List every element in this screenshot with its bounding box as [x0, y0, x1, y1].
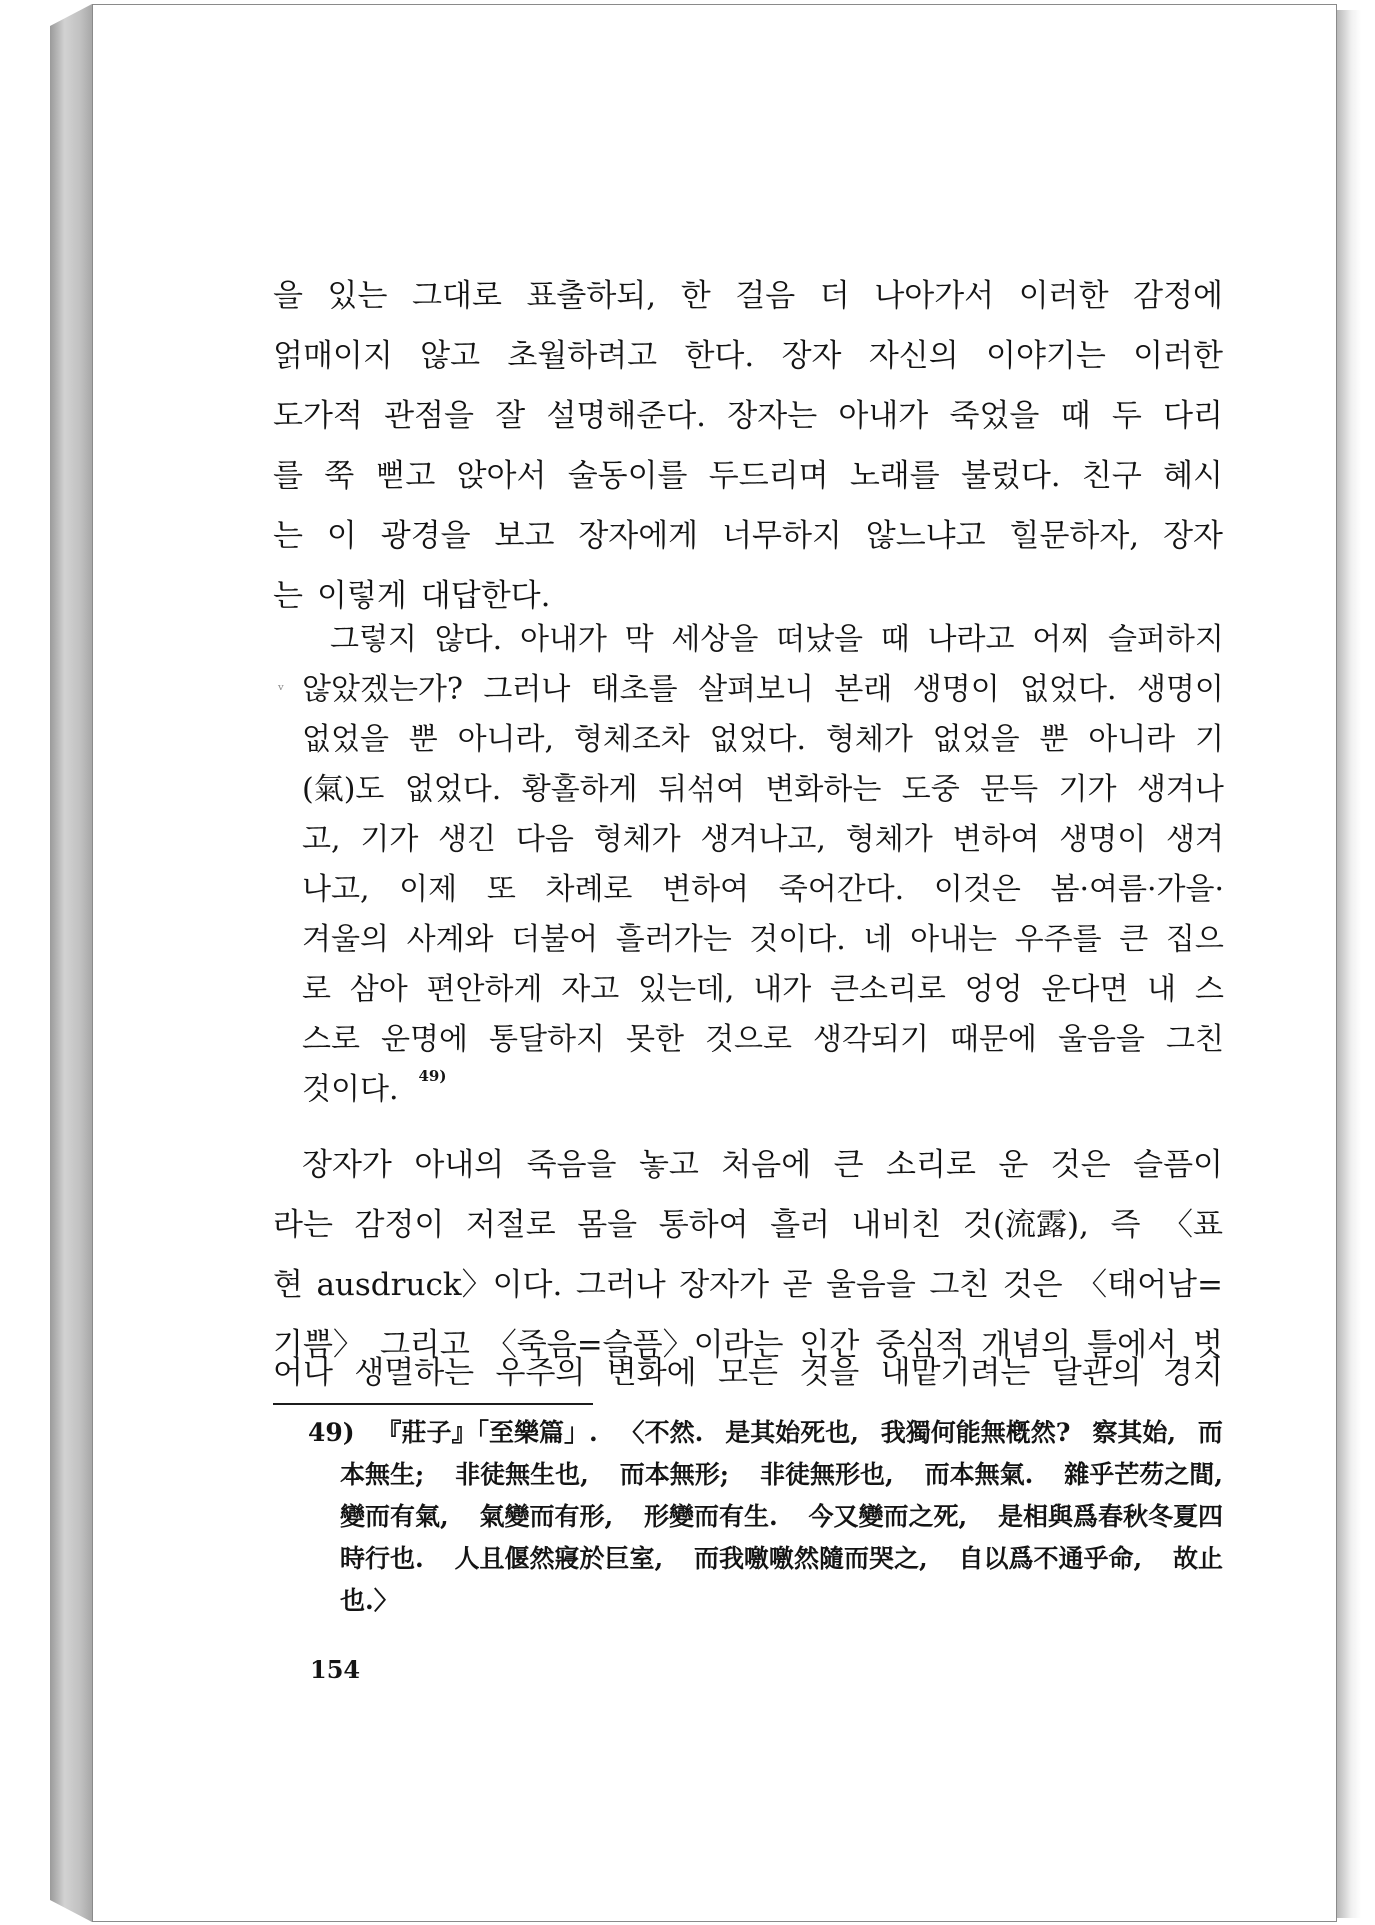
word: 내비친	[851, 1207, 942, 1243]
word: 몸을	[577, 1207, 638, 1243]
word: 것은	[1002, 1267, 1063, 1303]
word: 한	[680, 278, 711, 314]
word: 氣變而有形,	[479, 1502, 614, 1531]
word: 네	[863, 922, 893, 957]
word: 而本無氣.	[924, 1460, 1034, 1489]
margin-mark: ᵛ	[278, 680, 284, 699]
word: 더불어	[511, 922, 599, 957]
word: 없었다.	[709, 722, 807, 757]
word: 즉	[1110, 1207, 1141, 1243]
quote-line	[302, 670, 1224, 710]
word: 뿐	[1039, 722, 1069, 757]
word: 내가	[753, 972, 812, 1007]
word: 큰소리로	[829, 972, 946, 1007]
word: 察其始,	[1092, 1418, 1177, 1447]
word: 나고,	[302, 872, 370, 907]
word: 내맡기려는	[880, 1355, 1031, 1391]
word: 걸음	[735, 278, 796, 314]
word: 통하여	[658, 1207, 749, 1243]
footnote-rule	[273, 1403, 593, 1405]
word: 차례로	[545, 872, 633, 907]
word: 생긴	[438, 822, 497, 857]
word: 그친	[1165, 1022, 1224, 1057]
word: 세상을	[671, 622, 759, 657]
word: 뒤섞여	[658, 772, 746, 807]
word: 다음	[515, 822, 574, 857]
word: 생각되기	[813, 1022, 929, 1057]
word: 봄·여름·가을·	[1050, 872, 1224, 907]
word: ausdruck〉이다.	[316, 1267, 563, 1303]
word: 형체가	[593, 822, 681, 857]
word: 문득	[980, 772, 1039, 807]
word: 생겨나	[1136, 772, 1224, 807]
word: 태초를	[590, 672, 678, 707]
word: 운다면	[1041, 972, 1129, 1007]
word: 도중	[901, 772, 960, 807]
word: 아내의	[414, 1147, 505, 1183]
word: 없었다.	[1020, 672, 1117, 707]
word: 장자가	[302, 1147, 392, 1183]
word: 도가적	[273, 398, 363, 434]
word: 변화하는	[765, 772, 882, 807]
word: 너무하지	[722, 518, 842, 554]
word: 형체가	[825, 722, 913, 757]
word: 내	[1147, 972, 1177, 1007]
word: 기가	[1058, 772, 1117, 807]
word: 를	[273, 458, 303, 494]
footnote-line	[308, 1416, 1223, 1450]
word: 아니라,	[457, 722, 555, 757]
word: 아니라	[1088, 722, 1176, 757]
word: 我獨何能無槪然?	[880, 1418, 1071, 1447]
word: 는	[273, 518, 303, 554]
word: 보고	[494, 518, 555, 554]
word: 非徒無形也,	[759, 1460, 894, 1489]
word: 변하여	[952, 822, 1040, 857]
footnote-last-text: 也.〉	[340, 1586, 399, 1615]
word: 우주를	[1014, 922, 1102, 957]
word: 그러나	[483, 672, 571, 707]
word: 로	[302, 972, 331, 1007]
word: 표출하되,	[526, 278, 657, 314]
word: 슬픔이	[1133, 1147, 1223, 1183]
word: 是相與爲春秋冬夏四	[997, 1502, 1223, 1531]
word: 잘	[495, 398, 526, 434]
word: 놓고	[638, 1147, 699, 1183]
quote-line	[302, 1020, 1224, 1060]
word: 變而有氣,	[340, 1502, 449, 1531]
word: 겨울의	[302, 922, 389, 957]
word: 변화에	[606, 1355, 697, 1391]
word: 울음을	[1057, 1022, 1145, 1057]
word: 사계와	[406, 922, 494, 957]
word: 통달하지	[489, 1022, 605, 1057]
word: 운	[998, 1147, 1029, 1183]
word: 쭉	[324, 458, 355, 494]
word: 두	[1111, 398, 1142, 434]
word: 생겨	[1166, 822, 1224, 857]
word: 편안하게	[426, 972, 543, 1007]
quote-line	[302, 820, 1224, 860]
footnote-reference: 49)	[418, 1067, 447, 1085]
word: 스	[1194, 972, 1224, 1007]
word: 때문에	[949, 1022, 1037, 1057]
word: 생명이	[912, 672, 1000, 707]
paragraph-2-line	[273, 1205, 1223, 1245]
word: 고,	[302, 822, 341, 857]
word: 때	[880, 622, 910, 657]
word: 다리	[1163, 398, 1223, 434]
word: 나아가서	[874, 278, 995, 314]
quote-line	[302, 720, 1224, 760]
word: 없었을	[302, 722, 389, 757]
paragraph-1-line	[273, 276, 1223, 316]
word: 49)	[308, 1418, 355, 1447]
word: 황홀하게	[521, 772, 638, 807]
word: 이것은	[933, 872, 1021, 907]
word: 떠났을	[776, 622, 864, 657]
word: 노래를	[849, 458, 940, 494]
page-number: 154	[310, 1655, 361, 1684]
word: 생명이	[1059, 822, 1147, 857]
word: 있는	[327, 278, 388, 314]
word: 『莊子』「至樂篇」.	[376, 1418, 598, 1447]
word: 기쁨〉	[273, 1327, 364, 1363]
word: 감정에	[1133, 278, 1223, 314]
quote-line	[302, 1067, 1224, 1110]
word: 雜乎芒芴之間,	[1064, 1460, 1223, 1489]
word: 〈태어남=	[1076, 1267, 1223, 1303]
word: 것(流露),	[962, 1207, 1089, 1243]
word: 우주의	[495, 1355, 586, 1391]
word: 벗	[1193, 1327, 1223, 1363]
word: 살펴보니	[698, 672, 814, 707]
word: 人且偃然寢於巨室,	[454, 1544, 664, 1573]
word: 것을	[799, 1355, 860, 1391]
word: 죽음을	[526, 1147, 617, 1183]
word: 초월하려고	[507, 338, 658, 374]
word: 장자가	[679, 1267, 770, 1303]
word: 중심적	[875, 1327, 966, 1363]
word: 형체가	[845, 822, 933, 857]
word: 않느냐고	[865, 518, 986, 554]
word: 삼아	[349, 972, 408, 1007]
word: 힐문하자,	[1009, 518, 1140, 554]
word: 이	[326, 518, 357, 554]
word: 슬퍼하지	[1107, 622, 1224, 657]
paragraph-2-line	[273, 1265, 1223, 1305]
word: 관점을	[384, 398, 474, 434]
word: 장자	[781, 338, 842, 374]
word: 광경을	[380, 518, 471, 554]
word: 本無生;	[340, 1460, 425, 1489]
word: 술동이를	[567, 458, 688, 494]
footnote-line	[340, 1542, 1223, 1576]
word: 어나	[273, 1355, 333, 1391]
word: 곧	[782, 1267, 813, 1303]
word: 〈죽음=슬픔〉이라는	[485, 1327, 784, 1363]
word: 모든	[718, 1355, 778, 1391]
word: 친구	[1081, 458, 1142, 494]
word: 것은	[1050, 1147, 1111, 1183]
word: 집으	[1165, 922, 1224, 957]
word: 而我噭噭然隨而哭之,	[693, 1544, 928, 1573]
word: 죽었을	[949, 398, 1040, 434]
word: 是其始死也,	[725, 1418, 859, 1447]
word: 이야기는	[986, 338, 1106, 374]
word: 그러나	[575, 1267, 666, 1303]
footnote-line	[340, 1500, 1223, 1534]
footnote-line	[340, 1458, 1223, 1492]
word: 而本無形;	[619, 1460, 730, 1489]
word: 저절로	[465, 1207, 556, 1243]
word: 경지	[1163, 1355, 1223, 1391]
word: 는	[273, 578, 303, 614]
page-shadow	[1337, 10, 1361, 1918]
word: 라는	[273, 1207, 333, 1243]
word: 않고	[420, 338, 481, 374]
word: 대답한다.	[420, 578, 551, 614]
quote-line	[302, 920, 1224, 960]
word: 큰	[1119, 922, 1149, 957]
paragraph-2-line	[302, 1145, 1223, 1185]
word: 뻗고	[375, 458, 436, 494]
word: 않다.	[434, 622, 503, 657]
word: 설명해준다.	[546, 398, 707, 434]
word: 인간	[799, 1327, 860, 1363]
word: 혜시	[1163, 458, 1223, 494]
quote-line	[302, 770, 1224, 810]
paragraph-1-line	[273, 396, 1223, 436]
word: 非徒無生也,	[455, 1460, 589, 1489]
word: 장자는	[727, 398, 818, 434]
word: 얽매이지	[273, 338, 393, 374]
word: 形變而有生.	[643, 1502, 778, 1531]
word: 한다.	[684, 338, 755, 374]
word: 죽어간다.	[778, 872, 905, 907]
word: 〈不然.	[619, 1418, 704, 1447]
word: 아내가	[519, 622, 607, 657]
word: 생겨나고,	[700, 822, 826, 857]
paragraph-1-line	[273, 576, 1223, 616]
word: 소리로	[886, 1147, 976, 1183]
word: 흘러	[770, 1207, 830, 1243]
word: 아내가	[838, 398, 929, 434]
word: 자고	[561, 972, 620, 1007]
word: 없었을	[932, 722, 1020, 757]
word: 이제	[399, 872, 458, 907]
footnote-line	[340, 1584, 1223, 1618]
word: 엉엉	[964, 972, 1023, 1007]
word: 今又變而之死,	[808, 1502, 968, 1531]
word: 그리고	[379, 1327, 470, 1363]
word: 아내는	[910, 922, 998, 957]
word: 그친	[929, 1267, 990, 1303]
quote-line	[330, 620, 1224, 660]
word: 이러한	[1018, 278, 1109, 314]
word: 을	[273, 278, 303, 314]
word: 현	[273, 1267, 303, 1303]
paragraph-2-line	[273, 1355, 1223, 1391]
word: (氣)도	[302, 772, 385, 807]
word: 그렇지	[330, 622, 417, 657]
word: 형체조차	[573, 722, 690, 757]
word: 스로	[302, 1022, 360, 1057]
word: 울음을	[825, 1267, 916, 1303]
word: 틀에서	[1087, 1327, 1177, 1363]
word: 이렇게	[316, 578, 407, 614]
word: 뿐	[408, 722, 438, 757]
word: 앉아서	[456, 458, 547, 494]
word: 기	[1194, 722, 1224, 757]
word: 본래	[834, 672, 893, 707]
word: 時行也.	[340, 1544, 424, 1573]
book-spine	[50, 4, 92, 1922]
word: 而	[1197, 1418, 1223, 1447]
word: 〈표	[1161, 1207, 1223, 1243]
paragraph-1-line	[273, 336, 1223, 376]
word: 기가	[360, 822, 419, 857]
word: 운명에	[381, 1022, 468, 1057]
word: 장자에게	[578, 518, 699, 554]
word: 장자	[1163, 518, 1223, 554]
word: 생멸하는	[354, 1355, 475, 1391]
word: 없었다.	[404, 772, 502, 807]
quote-line	[302, 870, 1224, 910]
paragraph-1-line	[273, 456, 1223, 496]
word: 막	[624, 622, 654, 657]
word: 자신의	[868, 338, 959, 374]
word: 自以爲不通乎命,	[958, 1544, 1143, 1573]
word: 못한	[625, 1022, 684, 1057]
word: 개념의	[981, 1327, 1072, 1363]
word: 달관의	[1051, 1355, 1142, 1391]
word: 불렀다.	[960, 458, 1061, 494]
word: 어찌	[1032, 622, 1091, 657]
word: 생명이	[1136, 672, 1224, 707]
word: 감정이	[354, 1207, 445, 1243]
word: 더	[819, 278, 850, 314]
word: 않았겠는가?	[302, 672, 463, 707]
word: 큰	[833, 1147, 864, 1183]
word: 있는데,	[637, 972, 735, 1007]
quote-line	[302, 970, 1224, 1010]
word: 처음에	[721, 1147, 812, 1183]
word: 흘러가는	[615, 922, 732, 957]
word: 나라고	[927, 622, 1015, 657]
word: 또	[486, 872, 516, 907]
word: 것으로	[705, 1022, 792, 1057]
quote-last-text: 것이다.	[302, 1072, 399, 1107]
word: 두드리며	[708, 458, 829, 494]
word: 때	[1060, 398, 1091, 434]
word: 것이다.	[749, 922, 846, 957]
word: 그대로	[412, 278, 502, 314]
word: 변하여	[662, 872, 750, 907]
paragraph-1-line	[273, 516, 1223, 556]
word: 故止	[1172, 1544, 1223, 1573]
word: 이러한	[1133, 338, 1223, 374]
